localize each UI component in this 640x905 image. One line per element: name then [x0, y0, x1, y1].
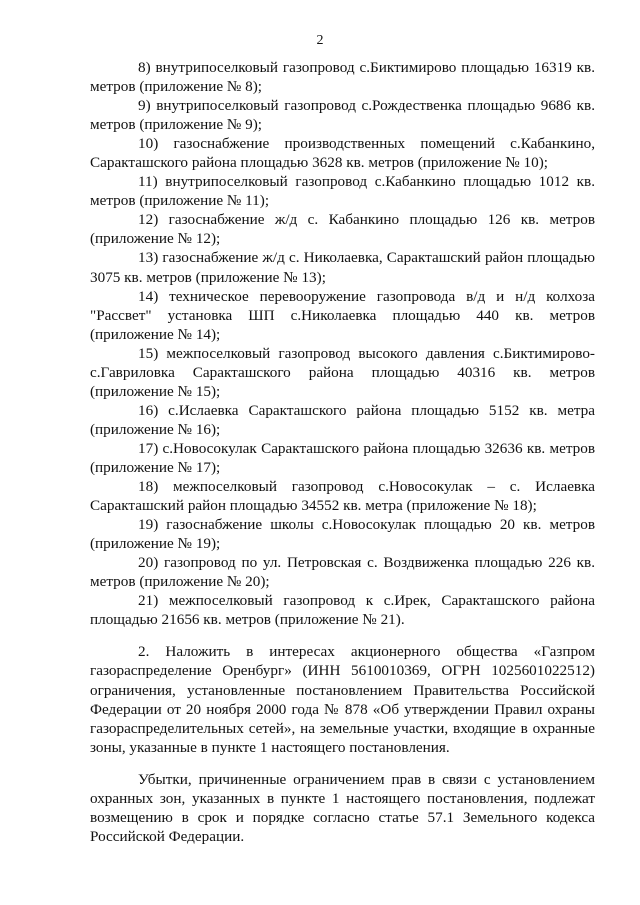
list-item: 19) газоснабжение школы с.Новосокулак площадью 20 кв. метров (приложение № 19); [90, 516, 595, 553]
list-item: 8) внутрипоселковый газопровод с.Биктимирово площадью 16319 кв. метров (приложение № 8); [90, 59, 595, 96]
list-item: 10) газоснабжение производственных помещений с.Кабанкино, Саракташского района площадью 3628 кв. метров (приложение № 10); [90, 135, 595, 172]
list-item: 14) техническое перевооружение газопровода в/д и н/д колхоза "Рассвет" установка ШП с.Николаевка площадью 440 кв. метров (приложение № 14); [90, 287, 595, 343]
list-item: 21) межпоселковый газопровод к с.Ирек, Саракташского района площадью 21656 кв. метров (приложение № 21). [90, 592, 595, 629]
list-item: 13) газоснабжение ж/д с. Николаевка, Саракташский район площадью 3075 кв. метров (приложение № 13); [90, 249, 595, 286]
list-item: 15) межпоселковый газопровод высокого давления с.Биктимирово-с.Гавриловка Саракташского района площадью 40316 кв. метров (приложение № 15); [90, 344, 595, 400]
list-item: 16) с.Ислаевка Саракташского района площадью 5152 кв. метра (приложение № 16); [90, 401, 595, 438]
list-item: 20) газопровод по ул. Петровская с. Воздвиженка площадью 226 кв. метров (приложение № 20); [90, 554, 595, 591]
page-number: 2 [316, 33, 324, 48]
list-item: 9) внутрипоселковый газопровод с.Рождественка площадью 9686 кв. метров (приложение № 9); [90, 97, 595, 134]
list-item: 12) газоснабжение ж/д с. Кабанкино площадью 126 кв. метров (приложение № 12); [90, 211, 595, 248]
list-item: 17) с.Новосокулак Саракташского района площадью 32636 кв. метров (приложение № 17); [90, 439, 595, 476]
list-item: 18) межпоселковый газопровод с.Новосокулак – с. Ислаевка Саракташский район площадью 34552 кв. метра (приложение № 18); [90, 478, 595, 515]
list-item: 11) внутрипоселковый газопровод с.Кабанкино площадью 1012 кв. метров (приложение № 11); [90, 173, 595, 210]
losses-paragraph: Убытки, причиненные ограничением прав в связи с установлением охранных зон, указанных в пункте 1 настоящего постановления, подлежат возмещению в срок и порядке согласно статье 57.1 Земельного кодекса Российской Федерации. [90, 770, 595, 845]
restriction-paragraph: 2. Наложить в интересах акционерного общества «Газпром газораспределение Оренбург» (ИНН 5610010369, ОГРН 1025601022512) ограничения, установленные постановлением Правительства Российской Федерации от 20 ноября 2000 года № 878 «Об утверждении Правил охраны газораспределительных сетей», на земельные участки, входящие в охранные зоны, указанные в пункте 1 настоящего постановления. [90, 643, 595, 756]
document-body [90, 58, 595, 846]
